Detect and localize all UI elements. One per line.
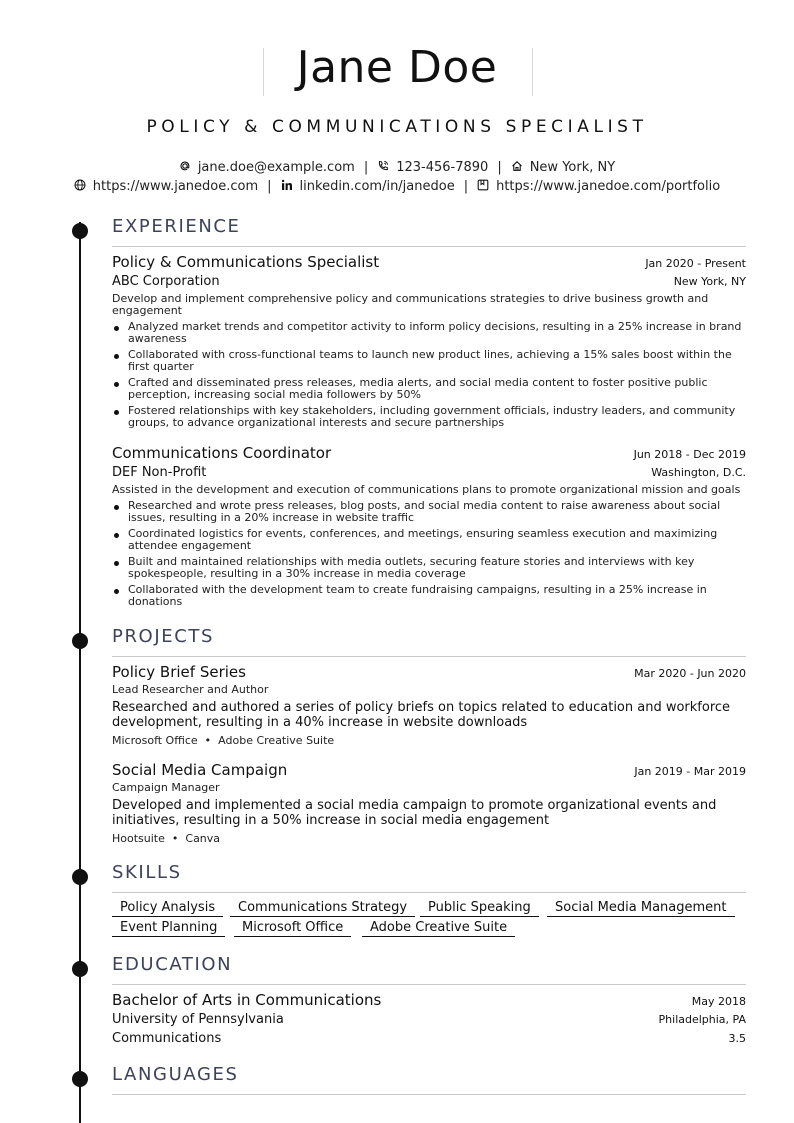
skill-tag: Adobe Creative Suite — [362, 920, 515, 937]
home-icon — [511, 160, 523, 172]
job-company-row — [112, 274, 746, 289]
project-description: Developed and implemented a social media campaign to promote organizational events and initiatives, resulting in a 50% increase in social media engagement — [112, 798, 717, 828]
job-header — [112, 444, 746, 462]
skill-tag: Policy Analysis — [112, 900, 223, 917]
education-field: Communications — [112, 1031, 222, 1046]
list-item: Researched and wrote press releases, blog posts, and social media content to raise awareness about social issues, resulting in a 20% increase in website traffic — [112, 500, 746, 524]
education-school: University of Pennsylvania — [112, 1012, 284, 1027]
candidate-name: Jane Doe — [296, 42, 498, 93]
job-bullets — [112, 500, 746, 612]
timeline-line — [79, 222, 81, 1123]
location-text: New York, NY — [529, 160, 616, 175]
skill-tag: Social Media Management — [547, 900, 735, 917]
section-rule — [112, 656, 746, 657]
education-location: Philadelphia, PA — [658, 1013, 746, 1026]
skill-tag: Public Speaking — [420, 900, 539, 917]
keyword: Canva — [185, 832, 221, 845]
timeline-dot-skills — [72, 869, 88, 885]
globe-icon — [74, 179, 86, 191]
project-dates: Jan 2019 - Mar 2019 — [634, 765, 746, 778]
contact-line-1: jane.doe@example.com | 123-456-7890 | New York, NY — [0, 160, 794, 175]
portfolio-link[interactable]: https://www.janedoe.com/portfolio — [496, 179, 721, 194]
at-icon — [179, 160, 191, 172]
skill-tag: Microsoft Office — [234, 920, 351, 937]
project-header — [112, 663, 746, 681]
timeline-dot-experience — [72, 223, 88, 239]
section-title-languages: LANGUAGES — [112, 1064, 239, 1085]
project-dates: Mar 2020 - Jun 2020 — [634, 667, 746, 680]
timeline-dot-languages — [72, 1071, 88, 1087]
linkedin-link[interactable]: linkedin.com/in/janedoe — [299, 179, 455, 194]
list-item: Analyzed market trends and competitor activity to inform policy decisions, resulting in a 25% increase in brand awareness — [112, 321, 746, 345]
job-title: Communications Coordinator — [112, 444, 332, 462]
portfolio-icon — [477, 179, 489, 191]
section-title-projects: PROJECTS — [112, 626, 215, 647]
section-title-education: EDUCATION — [112, 954, 233, 975]
list-item: Coordinated logistics for events, conferences, and meetings, ensuring seamless execution and maximizing attendee engagement — [112, 528, 746, 552]
section-rule — [112, 246, 746, 247]
education-gpa: 3.5 — [728, 1032, 746, 1045]
skill-tag: Event Planning — [112, 920, 225, 937]
education-header — [112, 991, 746, 1009]
project-keywords: Microsoft Office • Adobe Creative Suite — [112, 734, 335, 747]
section-rule — [112, 984, 746, 985]
candidate-title: POLICY & COMMUNICATIONS SPECIALIST — [146, 117, 648, 137]
education-field-row — [112, 1031, 746, 1046]
list-item: Collaborated with the development team to create fundraising campaigns, resulting in a 25% increase in donations — [112, 584, 746, 608]
education-dates: May 2018 — [691, 995, 746, 1008]
job-title: Policy & Communications Specialist — [112, 253, 380, 271]
job-company-row — [112, 465, 746, 480]
keyword: Hootsuite — [112, 832, 165, 845]
timeline-dot-education — [72, 961, 88, 977]
section-rule — [112, 892, 746, 893]
phone-number[interactable]: 123-456-7890 — [396, 160, 489, 175]
job-header — [112, 253, 746, 271]
section-title-experience: EXPERIENCE — [112, 216, 241, 237]
list-item: Built and maintained relationships with media outlets, securing feature stories and interviews with key spokespeople, resulting in a 30% increase in media coverage — [112, 556, 746, 580]
project-description: Researched and authored a series of policy briefs on topics related to education and workforce development, resulting in a 40% increase in website downloads — [112, 700, 731, 730]
contact-line-2: https://www.janedoe.com | linkedin.com/in/janedoe | https://www.janedoe.com/portfolio — [0, 179, 794, 194]
education-degree: Bachelor of Arts in Communications — [112, 991, 382, 1009]
list-item: Fostered relationships with key stakeholders, including government officials, industry leaders, and community groups, to advance organizational interests and secure partnerships — [112, 405, 746, 429]
project-title: Policy Brief Series — [112, 663, 246, 681]
keyword: Adobe Creative Suite — [218, 734, 335, 747]
website-link[interactable]: https://www.janedoe.com — [92, 179, 259, 194]
skill-tag: Communications Strategy — [230, 900, 415, 917]
section-title-skills: SKILLS — [112, 862, 182, 883]
job-summary: Assisted in the development and execution of communications plans to promote organizational mission and goals — [112, 483, 741, 496]
project-title: Social Media Campaign — [112, 761, 288, 779]
phone-icon — [377, 160, 389, 172]
email-link[interactable]: jane.doe@example.com — [197, 160, 355, 175]
project-header — [112, 761, 746, 779]
job-summary: Develop and implement comprehensive policy and communications strategies to drive business growth and engagement — [112, 292, 709, 317]
section-rule — [112, 1094, 746, 1095]
job-dates: Jun 2018 - Dec 2019 — [633, 448, 746, 461]
project-role: Campaign Manager — [112, 781, 220, 794]
job-company: ABC Corporation — [112, 274, 220, 289]
job-dates: Jan 2020 - Present — [645, 257, 746, 270]
education-school-row — [112, 1012, 746, 1027]
job-bullets — [112, 321, 746, 433]
linkedin-icon — [281, 179, 293, 191]
list-item: Crafted and disseminated press releases, media alerts, and social media content to foster positive public perception, increasing social media followers by 50% — [112, 377, 746, 401]
project-keywords: Hootsuite • Canva — [112, 832, 221, 845]
keyword: Microsoft Office — [112, 734, 198, 747]
job-location: Washington, D.C. — [651, 466, 746, 479]
job-location: New York, NY — [673, 275, 746, 288]
project-role: Lead Researcher and Author — [112, 683, 269, 696]
list-item: Collaborated with cross-functional teams to launch new product lines, achieving a 15% sales boost within the first quarter — [112, 349, 746, 373]
timeline-dot-projects — [72, 633, 88, 649]
job-company: DEF Non-Profit — [112, 465, 207, 480]
